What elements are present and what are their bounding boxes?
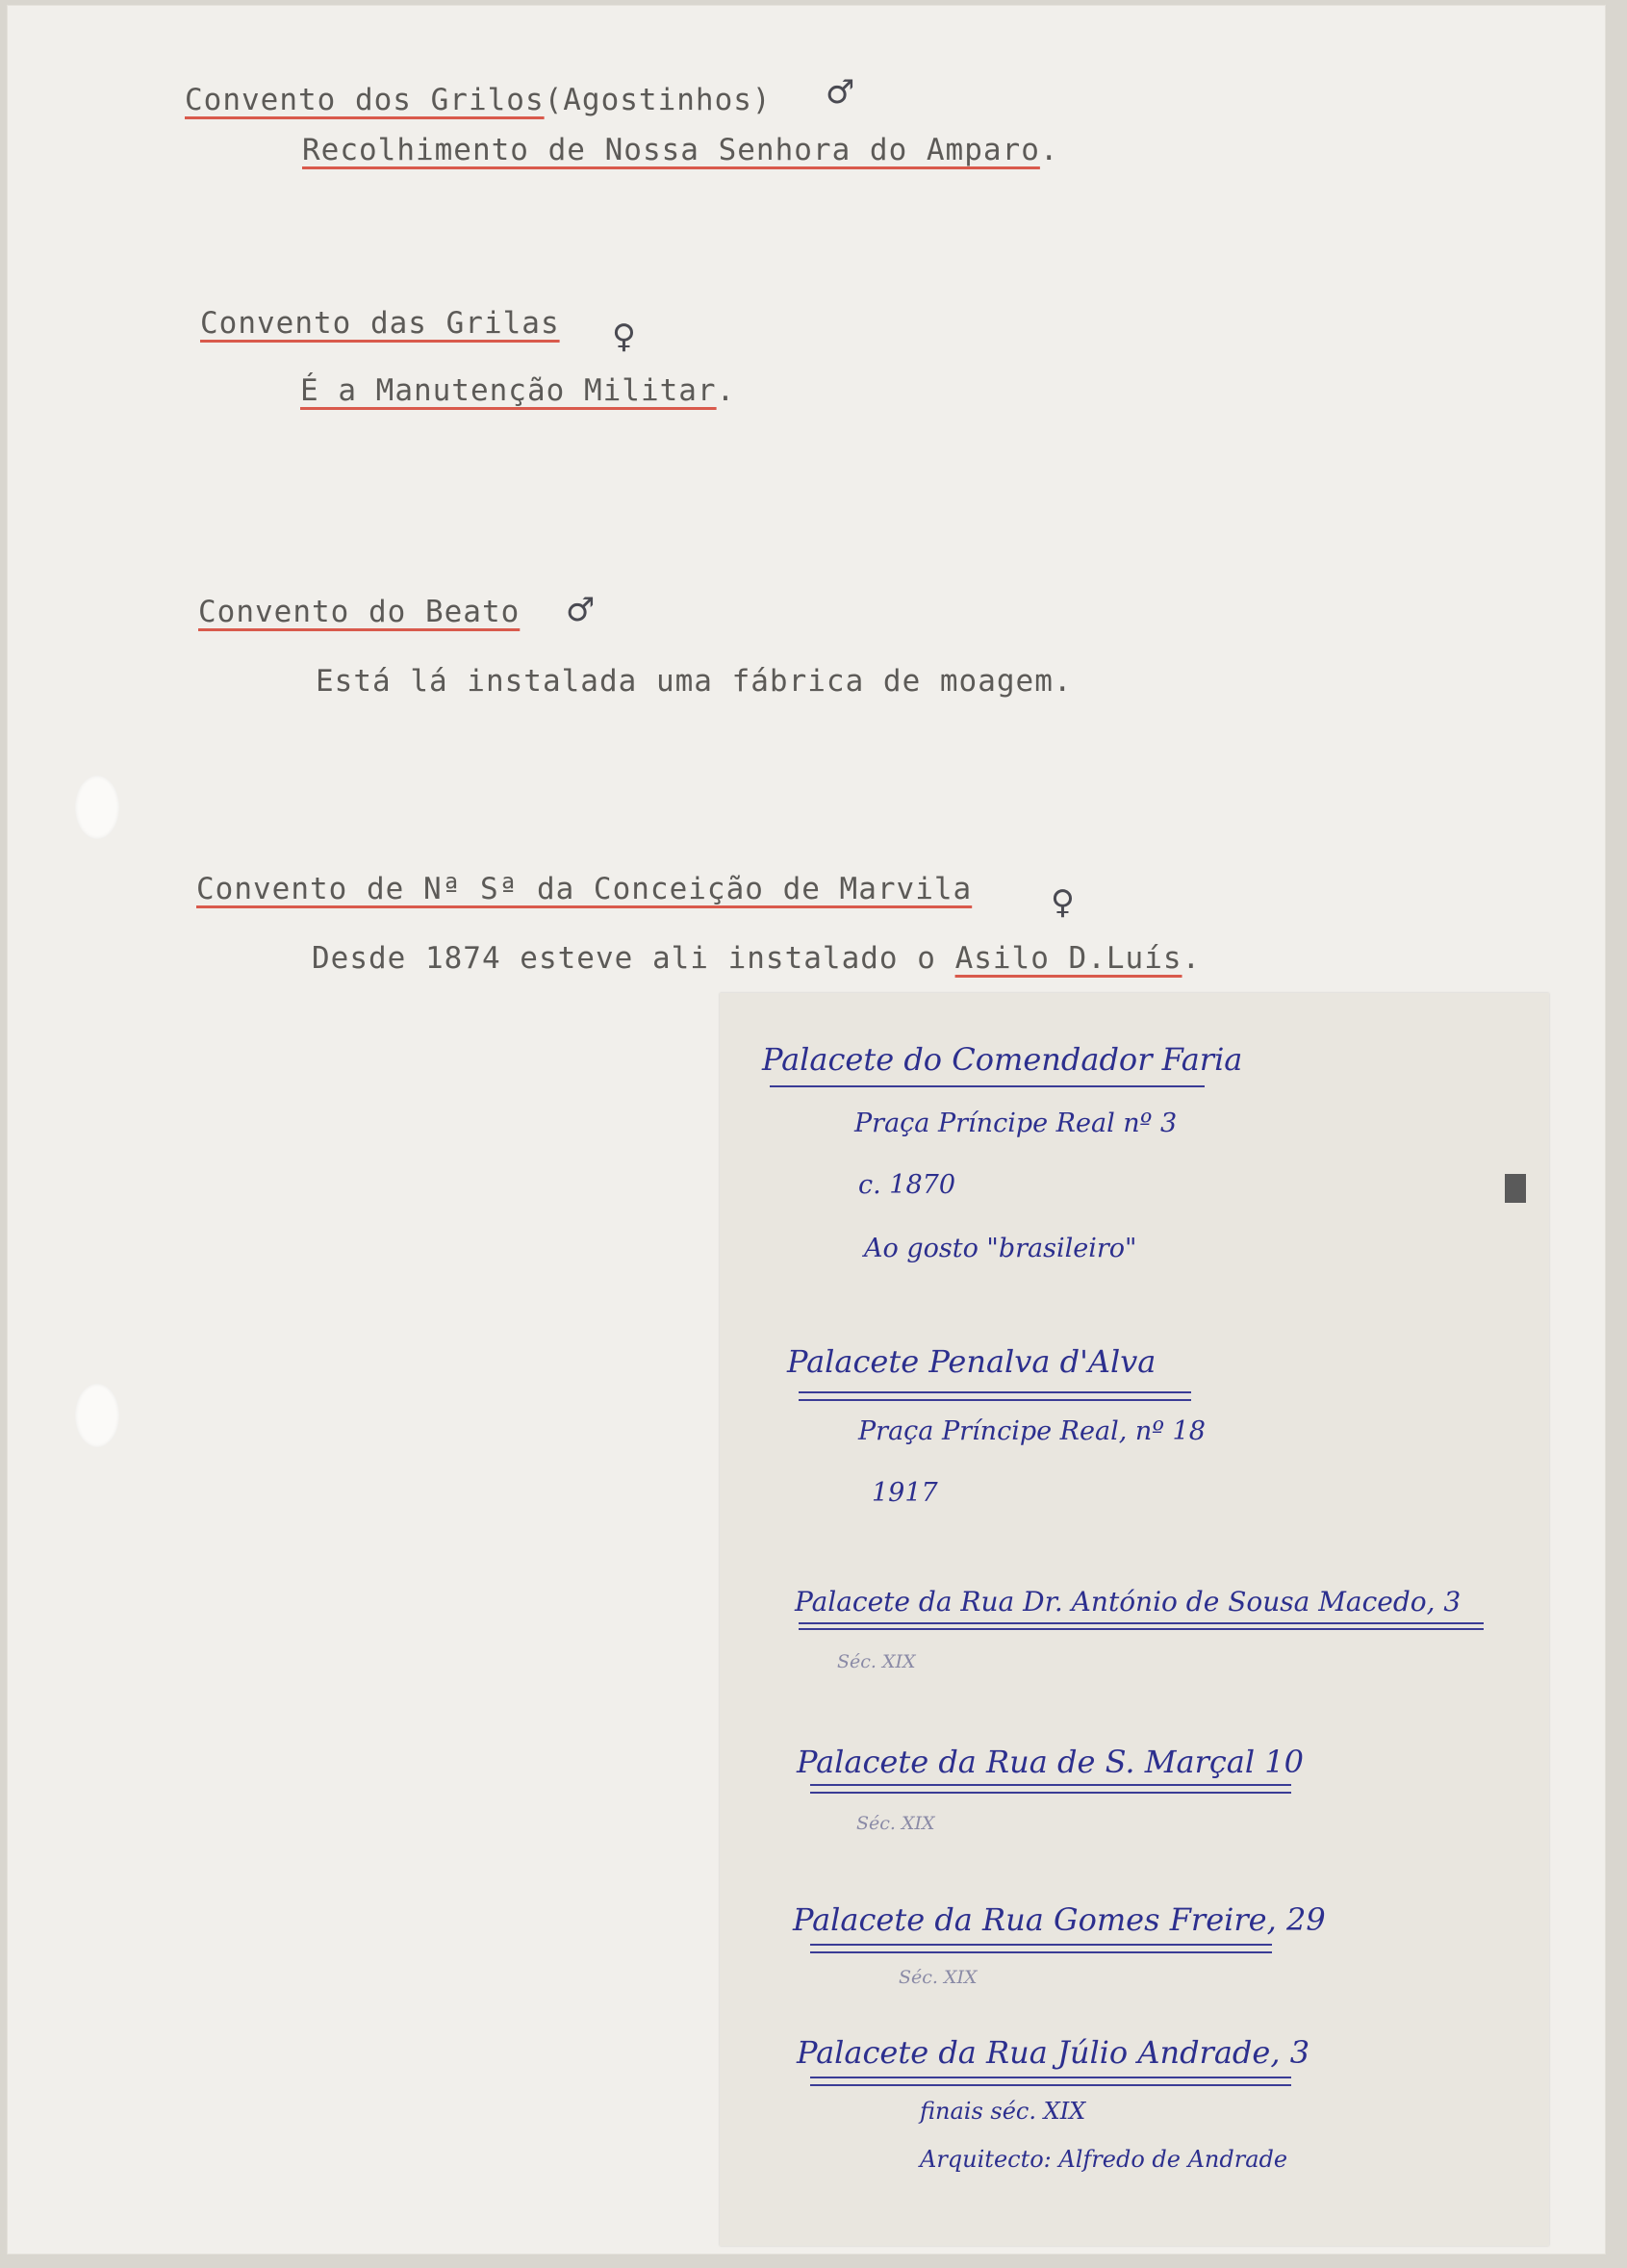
card-entry-underline (810, 1944, 1272, 1946)
card-entry-line: Séc. XIX (837, 1651, 916, 1672)
card-entry-underline (810, 2084, 1291, 2086)
entry-title-main: Convento das Grilas (200, 306, 560, 341)
entry-note (312, 941, 1201, 976)
card-entry-underline (799, 1628, 1484, 1630)
entry-title-main: Convento de Nª Sª da Conceição de Marvila (196, 872, 973, 906)
card-entry-title: Palacete da Rua Júlio Andrade, 3 (797, 2034, 1310, 2071)
card-entry-underline (799, 1391, 1191, 1393)
male-symbol-icon: ♂ (566, 591, 596, 629)
entry-title (200, 306, 560, 341)
card-entry-title: Palacete do Comendador Faria (762, 1041, 1243, 1078)
entry-note-text: Recolhimento de Nossa Senhora do Amparo (302, 133, 1040, 167)
entry-title-extra: (Agostinhos) (544, 83, 772, 117)
card-entry-underline (810, 1792, 1291, 1794)
entry-title-main: Convento dos Grilos (185, 83, 545, 117)
card-entry-underline (810, 1951, 1272, 1953)
female-symbol-icon: ♀ (1051, 883, 1075, 922)
entry-note-link: Asilo D.Luís (954, 941, 1182, 976)
entry-note (316, 664, 1073, 699)
entry-note-text: Está lá instalada uma fábrica de moagem. (316, 664, 1073, 699)
card-entry-title: Palacete da Rua Dr. António de Sousa Macedo, 3 (795, 1586, 1462, 1618)
entry-note (300, 373, 735, 408)
card-entry-line: Praça Príncipe Real, nº 18 (858, 1416, 1206, 1446)
card-entry-line: Séc. XIX (899, 1967, 978, 1988)
card-entry-underline (810, 2077, 1291, 2078)
entry-title (198, 595, 520, 629)
entry-title (196, 872, 972, 906)
card-entry-title: Palacete Penalva d'Alva (787, 1343, 1157, 1380)
card-entry-line: Arquitecto: Alfredo de Andrade (920, 2146, 1288, 2173)
card-entry-underline (799, 1622, 1484, 1624)
entry-note-pre: Desde 1874 esteve ali instalado o (312, 941, 955, 976)
card-entry-title: Palacete da Rua Gomes Freire, 29 (793, 1901, 1326, 1938)
card-entry-underline (770, 1085, 1205, 1087)
female-symbol-icon: ♀ (612, 318, 636, 356)
entry-title-main: Convento do Beato (198, 595, 521, 629)
entry-note-text: É a Manutenção Militar (300, 373, 717, 408)
card-entry-line: c. 1870 (858, 1170, 955, 1200)
punch-hole-bottom (75, 1384, 119, 1447)
entry-note-end: . (1182, 941, 1202, 976)
card-entry-line: Praça Príncipe Real nº 3 (854, 1109, 1178, 1138)
card-entry-line: Séc. XIX (856, 1813, 935, 1834)
male-symbol-icon: ♂ (826, 73, 855, 112)
dark-marker (1505, 1174, 1526, 1203)
card-entry-underline (799, 1399, 1191, 1401)
punch-hole-top (75, 776, 119, 839)
card-entry-underline (810, 1784, 1291, 1786)
entry-note-end: . (716, 373, 736, 408)
entry-note-end: . (1039, 133, 1059, 167)
entry-title (185, 83, 772, 117)
card-entry-line: finais séc. XIX (920, 2098, 1086, 2125)
card-entry-line: Ao gosto "brasileiro" (864, 1234, 1137, 1263)
card-entry-line: 1917 (872, 1478, 938, 1508)
entry-note (302, 133, 1059, 167)
card-entry-title: Palacete da Rua de S. Marçal 10 (797, 1744, 1304, 1780)
